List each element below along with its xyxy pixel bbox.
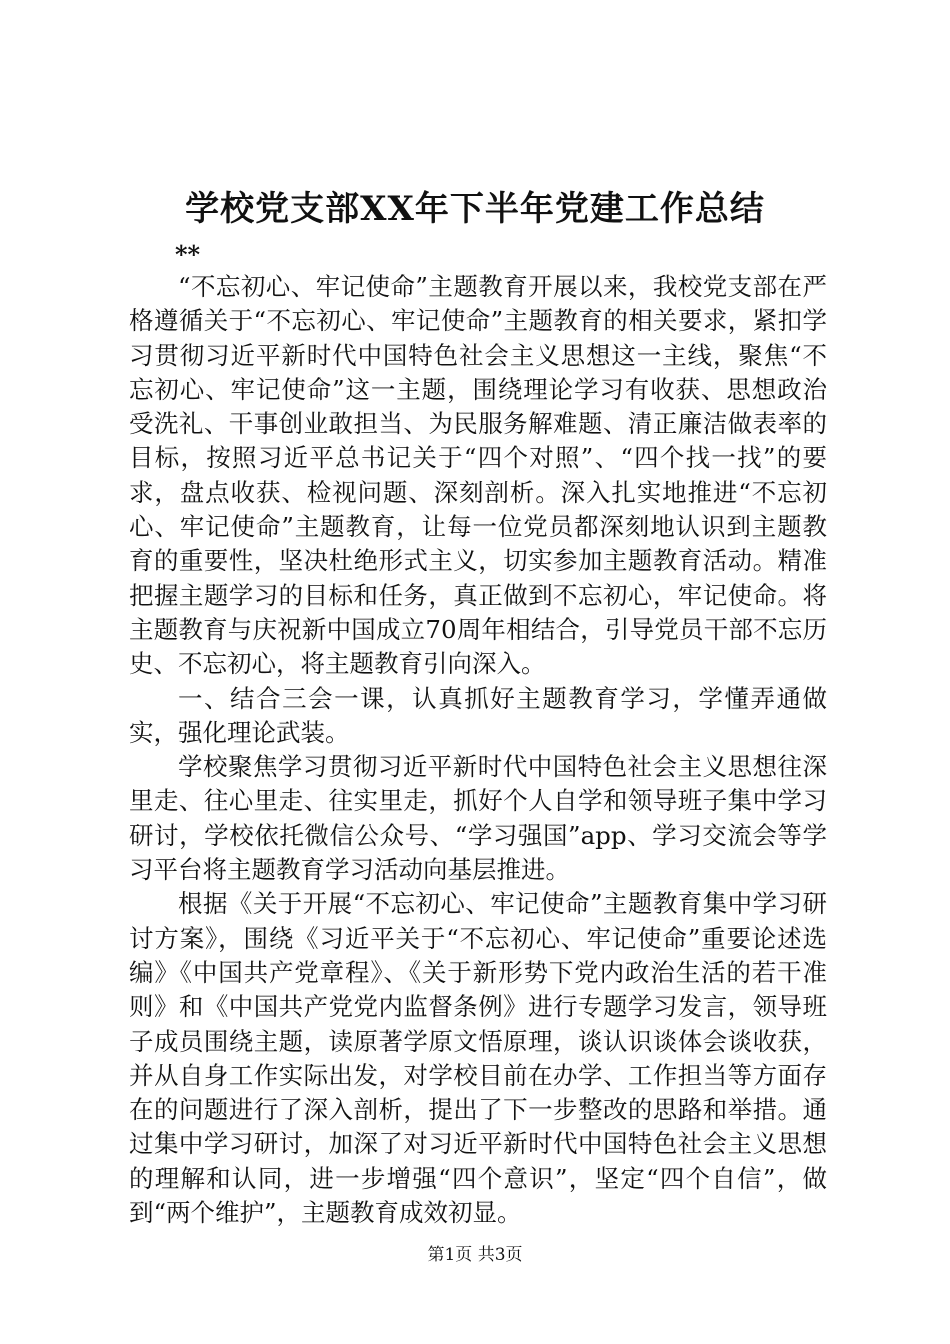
document-body	[129, 270, 827, 1230]
page-footer: 第1页 共3页	[427, 1245, 523, 1265]
paragraph-intro: “不忘初心、牢记使命”主题教育开展以来，我校党支部在严格遵循关于“不忘初心、牢记使命”主题教育的相关要求，紧扣学习贯彻习近平新时代中国特色社会主义思想这一主线，聚焦“不忘初心、牢记使命”这一主题，围绕理论学习有收获、思想政治受洗礼、干事创业敢担当、为民服务解难题、清正廉洁做表率的目标，按照习近平总书记关于“四个对照”、“四个找一找”的要求，盘点收获、检视问题、深刻剖析。深入扎实地推进“不忘初心、牢记使命”主题教育，让每一位党员都深刻地认识到主题教育的重要性，坚决杜绝形式主义，切实参加主题教育活动。精准把握主题学习的目标和任务，真正做到不忘初心，牢记使命。将主题教育与庆祝新中国成立70周年相结合，引导党员干部不忘历史、不忘初心，将主题教育引向深入。	[129, 272, 827, 679]
section-heading-1: 一、结合三会一课，认真抓好主题教育学习，学懂弄通做实，强化理论武装。	[129, 683, 827, 747]
paragraph-study: 学校聚焦学习贯彻习近平新时代中国特色社会主义思想往深里走、往心里走、往实里走，抓好个人自学和领导班子集中学习研讨，学校依托微信公众号、“学习强国”app、学习交流会等学习平台将主题教育学习活动向基层推进。	[129, 752, 827, 885]
document-author: **	[175, 240, 201, 269]
document-title: 学校党支部XX年下半年党建工作总结	[185, 189, 765, 229]
paragraph-seminar: 根据《关于开展“不忘初心、牢记使命”主题教育集中学习研讨方案》，围绕《习近平关于“不忘初心、牢记使命”重要论述选编》《中国共产党章程》、《关于新形势下党内政治生活的若干准则》和《中国共产党党内监督条例》进行专题学习发言，领导班子成员围绕主题，读原著学原文悟原理，谈认识谈体会谈收获，并从自身工作实际出发，对学校目前在办学、工作担当等方面存在的问题进行了深入剖析，提出了下一步整改的思路和举措。通过集中学习研讨，加深了对习近平新时代中国特色社会主义思想的理解和认同，进一步增强“四个意识”，坚定“四个自信”，做到“两个维护”，主题教育成效初显。	[129, 889, 827, 1228]
